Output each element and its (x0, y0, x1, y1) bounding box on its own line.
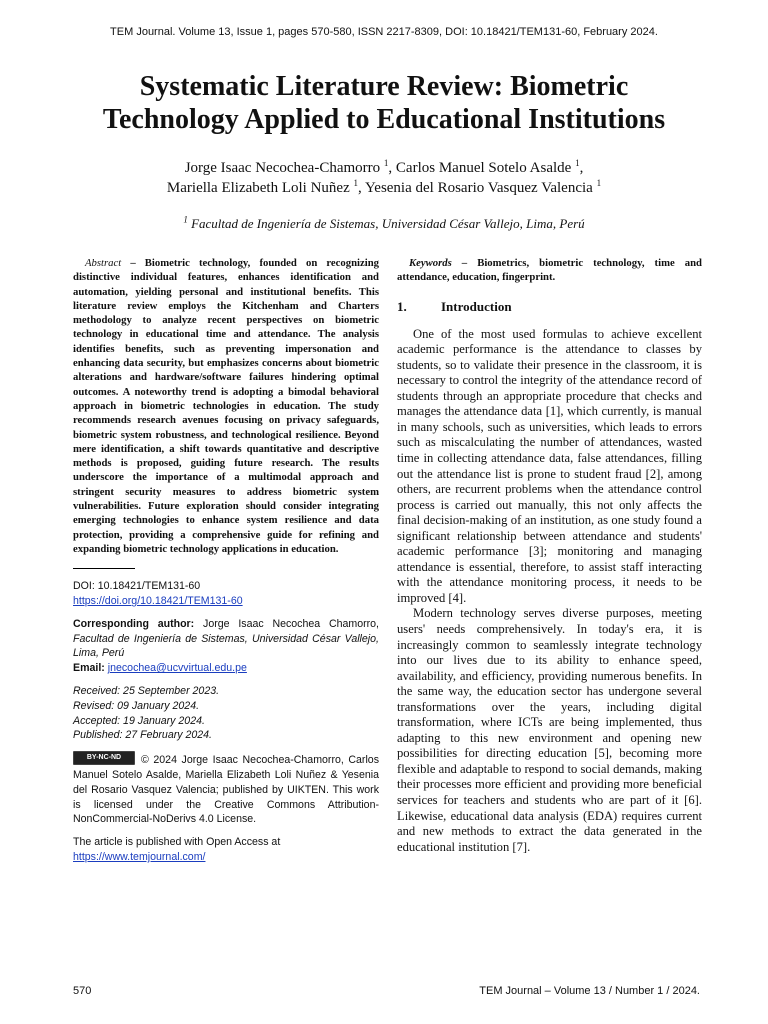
email-label: Email: (73, 662, 105, 675)
author-affil-mark: 1 (596, 178, 602, 188)
author-name: Yesenia del Rosario Vasquez Valencia (364, 180, 593, 196)
doi-text: DOI: 10.18421/TEM131-60 (73, 580, 201, 593)
dates-block (73, 684, 379, 743)
author-affil-mark: 1 (383, 158, 389, 168)
license-text: © 2024 Jorge Isaac Necochea-Chamorro, Carlos Manuel Sotelo Asalde, Mariella Elizabeth Loli Nuñez & Yesenia del Rosario Vasquez Valencia; published by UIKTEN. This work is licensed under the Creative Commons Attribution-NonCommercial-NoDerivs 4.0 License. (73, 754, 379, 826)
date-published: Published: 27 February 2024. (73, 729, 212, 742)
open-access-text: The article is published with Open Access at (73, 836, 281, 849)
paper-title (40, 70, 728, 136)
title-line-2: Technology Applied to Educational Institutions (102, 104, 666, 135)
intro-paragraph-1: One of the most used formulas to achieve excellent academic performance is the attendance to classes by students, so to validate their presence in the classroom, it is necessary to control the integrity of the attendance record of students through an appropriate procedure that checks and manages the attendance data [1], which currently, is manual in many schools, such as universities, which leads to errors such as miscalculating the number of attendances, wasted time in collecting attendance data, false attendances, filling out the attendance list is prone to student fraud [2], among others, are recurrent problems when the attendance control process is carried out manually, this not only affects the final decision-making of an institution, as one study found a significant relationship between attendance and students' academic performance [3]; monitoring and managing attendance is essential, therefore, to assist staff interacting with the attendance monitoring process, it needs to be improved [4]. (397, 326, 702, 605)
date-revised: Revised: 09 January 2024. (73, 699, 200, 712)
section-heading (397, 299, 702, 315)
author-affil-mark: 1 (353, 178, 358, 188)
journal-website-link[interactable]: https://www.temjournal.com/ (73, 850, 206, 863)
keywords-label: Keywords (409, 257, 452, 269)
running-header: TEM Journal. Volume 13, Issue 1, pages 570-580, ISSN 2217-8309, DOI: 10.18421/TEM131-60, February 2024. (110, 26, 658, 38)
running-footer: TEM Journal – Volume 13 / Number 1 / 2024. (479, 985, 700, 997)
affiliation-text: Facultad de Ingeniería de Sistemas, Universidad César Vallejo, Lima, Perú (191, 216, 585, 231)
author-name: Jorge Isaac Necochea-Chamorro (184, 160, 381, 176)
license-block (73, 751, 379, 827)
open-access-block (73, 835, 379, 865)
abstract-text: – Biometric technology, founded on recognizing distinctive individual features, enhances identification and automation, yielding personal and institutional benefits. This literature review employs the Kitchenham and Charters methodology to analyze recent perspectives on biometric technology in educational time and attendance. The analysis identifies benefits, such as preventing impersonation and enhancing data security, but emphasizes concerns about biometric alterations and hardware/software failures hindering optimal outcomes. A noteworthy trend is adopting a bimodal behavioral approach in biometric technologies in education. The study recommends research avenues focusing on privacy safeguards, biometric system robustness, and technological resilience. Beyond mere identification, a shift towards quantitative and descriptive methods is proposed, guiding future research. The results underscore the importance of a multimodal approach and stringent security measures to address biometric system vulnerabilities. Future exploration should consider integrating emerging technologies to enhance system resilience and data protection, providing a comprehensive guide for refining and expanding biometric technology applications in education. (73, 257, 380, 555)
section-title: Introduction (441, 298, 512, 314)
footnote-divider (73, 568, 135, 569)
intro-paragraph-2: Modern technology serves diverse purposes, meeting users' needs comprehensively. In today's era, it is increasingly common to seamlessly integrate technology into our lives due to its ability to enhance speed, availability, and efficiency, providing numerous benefits. In the same way, the education sector has undergone several transformations over the years, including digital transformation, where ICTs are being implemented, thus adapting to this new environment and opening new possibilities for directing education [5], becoming more flexible and adaptable to respond to social demands, making their processes more efficient and providing more beneficial services for teachers and students who are part of it [6]. Likewise, educational data analysis (EDA) requires current and new methods to extract the data generated in the educational institution [7]. (397, 606, 702, 854)
email-link[interactable]: jnecochea@ucvvirtual.edu.pe (107, 662, 247, 675)
author-list (40, 158, 728, 198)
corresponding-author-block (73, 617, 379, 676)
title-line-1: Systematic Literature Review: Biometric (139, 71, 629, 102)
abstract (73, 256, 379, 556)
abstract-label: Abstract (85, 257, 122, 269)
doi-block (73, 579, 379, 609)
keywords-text: – Biometrics, biometric technology, time and attendance, education, fingerprint. (397, 257, 702, 284)
author-line-1: Jorge Isaac Necochea-Chamorro $^1$, Carlos Manuel Sotelo Asalde $^1$, (184, 158, 584, 176)
date-accepted: Accepted: 19 January 2024. (73, 714, 205, 727)
corresponding-name: Jorge Isaac Necochea Chamorro, (194, 617, 379, 630)
affiliation-mark: 1 (183, 214, 188, 225)
doi-link[interactable]: https://doi.org/10.18421/TEM131-60 (73, 595, 243, 608)
author-name: Carlos Manuel Sotelo Asalde (395, 160, 572, 176)
right-column (397, 256, 702, 855)
affiliation (40, 216, 728, 232)
author-affil-mark: 1 (575, 158, 580, 168)
page-number: 570 (73, 985, 92, 997)
cc-license-badge-icon[interactable]: BY-NC-ND (73, 751, 135, 765)
keywords (397, 256, 702, 285)
author-line-2: Mariella Elizabeth Loli Nuñez $^1$, Yesenia del Rosario Vasquez Valencia $^1$ (166, 178, 602, 196)
left-column (73, 256, 379, 873)
corresponding-affiliation: Facultad de Ingeniería de Sistemas, Universidad César Vallejo, Lima, Perú (73, 632, 379, 660)
author-name: Mariella Elizabeth Loli Nuñez (166, 180, 350, 196)
section-number: 1. (397, 298, 407, 314)
corresponding-label: Corresponding author: (73, 617, 195, 630)
date-received: Received: 25 September 2023. (73, 685, 220, 698)
